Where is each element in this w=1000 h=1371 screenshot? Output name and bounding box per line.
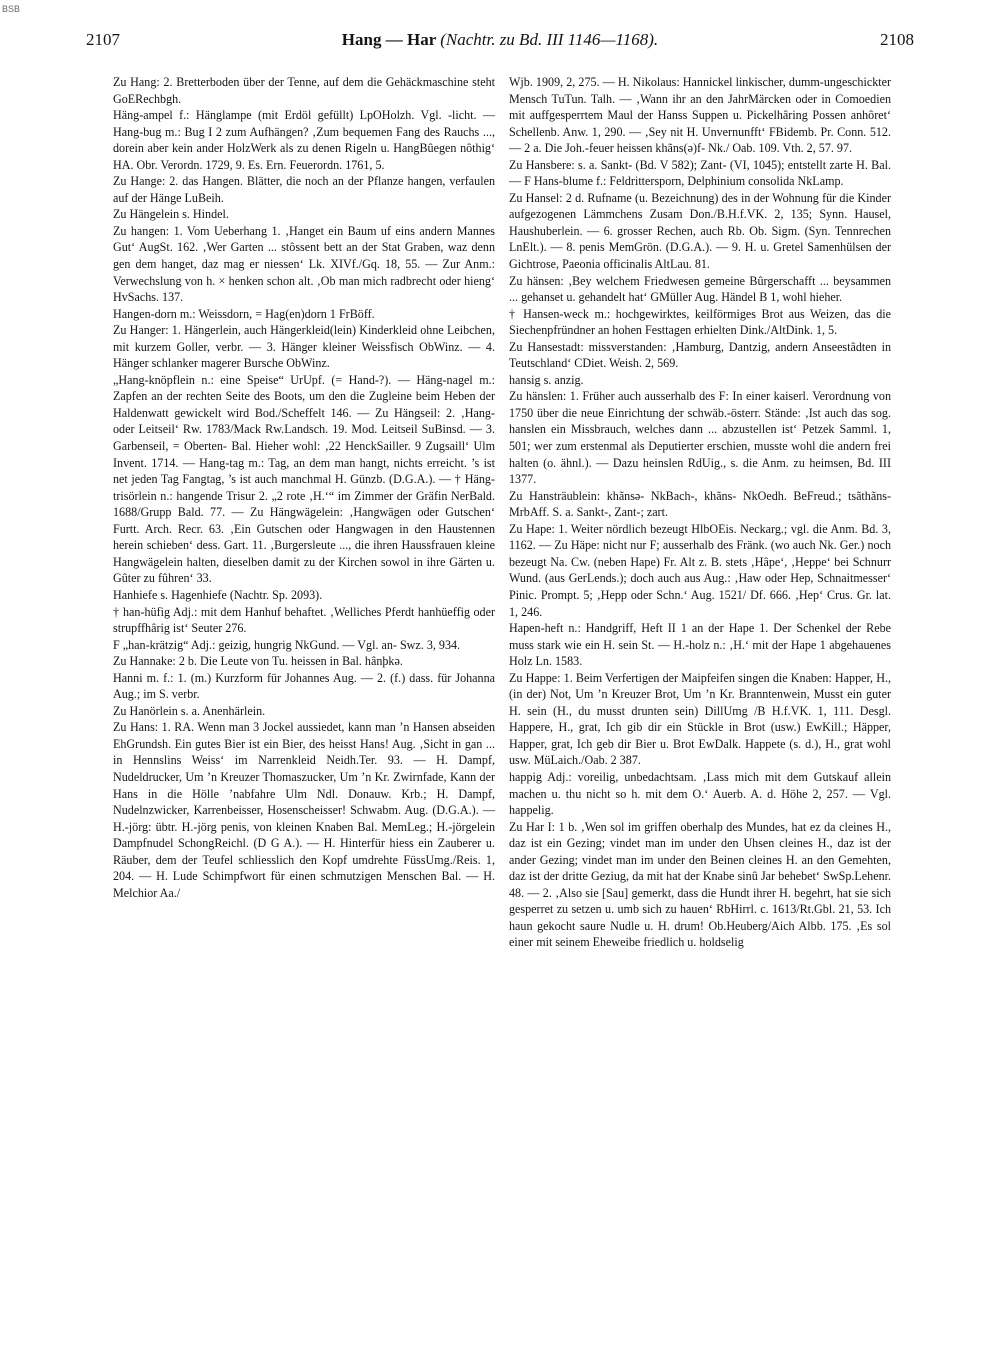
- entry: Zu Har I: 1 b. ‚Wen sol im griffen oberhalp des Mundes, hat ez da cleines H., daz ist ein Gezing; vindet man im under den Uhsen cleines H., daz ist der ander Gezing; vindet man im under den Beinen cleines H. an den Gemehten, daz ist der dritte Geziug, da mit hat der Knabe sinû Jar behebet‘ SwSp.Lehenr. 48. — 2. ‚Also sie [Sau] gemerkt, dass die Hundt ihrer H. begehrt, hat sie sich gesperret zu setzen u. umb sich zu hauen‘ RbHirrl. c. 1613/Rt.Gbl. 21, 53. Ich haun gekocht saure Nudle u. H. drum! Ob.Heuberg/Aich Albb. 175. ‚Es sol einer mit seinem Eheweibe friedlich u. holdselig: [509, 819, 891, 950]
- entry: Zu Hange: 2. das Hangen. Blätter, die noch an der Pflanze hangen, verfaulen auf der Hänge LuBeih.: [113, 174, 495, 205]
- entry: Wjb. 1909, 2, 275. — H. Nikolaus: Hannickel linkischer, dumm-ungeschickter Mensch TuTun. Talh. — ‚Wann ihr an den JahrMärcken oder in Comoedien mit auffgesperrtem Maul der Hanss Suppen u. Pickelhâring Possen anhôret‘ Schellenb. Anw. 1, 290. — ‚Sey nit H. Unvernunfft‘ FBidemb. Pr. Conn. 512. — 2 a. Die Joh.-feuer heissen khãns(ə)f- Nk./ Oab. 109. Vth. 2, 57. 97.: [509, 75, 891, 156]
- entry: Zu Hang: 2. Bretterboden über der Tenne, auf dem die Gehäckmaschine steht GoERechbgh.: [113, 75, 495, 106]
- entry: Hangen-dorn m.: Weissdorn, = Hag(en)dorn 1 FrBöff.: [113, 306, 375, 321]
- entry: Zu Hansestadt: missverstanden: ‚Hamburg, Dantzig, andern Anseestâdten in Teutschland‘ CDiet. Weish. 2, 569.: [509, 339, 891, 371]
- entry: Häng-ampel f.: Hänglampe (mit Erdöl gefüllt) LpOHolzh. Vgl. -licht. — Hang-bug m.: Bug I 2 zum Aufhängen? ‚Zum bequemen Fang des Rauchs ..., dorein aber kein ander HolzWerk als zu denen Rigeln u. HangBûegen nôthig‘ HA. Obr. Verordn. 1729, 9. Es. Ern. Feuerordn. 1761, 5.: [113, 108, 495, 172]
- entry: hansig s. anzig.: [509, 372, 584, 387]
- entry: Zu Hannake: 2 b. Die Leute von Tu. heissen in Bal. hânþkə.: [113, 654, 403, 669]
- entry: † Hansen-weck m.: hochgewirktes, keilförmiges Brot aus Weizen, das die Siechenpfründner an hohen Festtagen erhielten Dink./AltDink. 1, 5.: [509, 306, 891, 338]
- entry: Hanni m. f.: 1. (m.) Kurzform für Johannes Aug. — 2. (f.) dass. für Johanna Aug.; im S. verbr.: [113, 670, 495, 702]
- entry: Zu Hans: 1. RA. Wenn man 3 Jockel aussiedet, kann man ’n Hansen abseiden EhGrundsh. Ein gutes Bier ist ein Bier, des heisst Hans! Aug. ‚Sicht in gan ... in Hennslins Weiss‘ im Narrenkleid Neidh.Ter. 93. — H. Dampf, Nudeldrucker, Um ’n Kreuzer Thomaszucker, Um ’n Kr. Zwirnfade, Kann der Hans in die Hölle ’nabfahre Ulm Ndl. Donauw. Krb.; H. Dampf, Nudelnzwicker, Karrenbeisser, Hosenscheisser! Schwabm. Aug. (D.G.A.). — H.-jörg: übtr. H.-jörg penis, von kleinen Knaben Bal. MemLeg.; H.-jörgelein Dampfnudel SchongReichl. (D G A.). — H. Hinterfür hiess ein Zauberer u. Räuber, dem der Teufel schliesslich den Kopf umdrehte FüssUmg./Reis. 1, 204. — H. Lude Schimpfwort für einen schmutzigen Menschen Bal. — H. Melchior Aa./: [113, 720, 495, 900]
- entry: Zu hangen: 1. Vom Ueberhang 1. ‚Hanget ein Baum uf eins andern Mannes Gut‘ AugSt. 162. ‚Wer Garten ... stôssent bett an der Stat Graben, waz denn gen dem hanget, daz mag er niessen‘ Lk. XIVf./Gq. 18, 55. — Zur Anm.: Verwechslung von h. × henken schon alt. ‚Ob man mich radbrecht oder hieng‘ HvSachs. 137.: [113, 223, 495, 305]
- page-number-left: 2107: [86, 30, 120, 49]
- running-title-main: Hang — Har: [341, 30, 436, 49]
- page-number-right: 2108: [880, 30, 914, 49]
- entry: Zu Hansel: 2 d. Rufname (u. Bezeichnung) des in der Wohnung für die Kinder aufgezogenen Lämmchens Zusam Don./B.H.f.VK. 2, 135; Synn. Hausel, Haushuberlein. — 6. grosser Rechen, auch Rb. Ob. Sigm. (Syn. Tennrechen LnElt.). — 8. penis MemGrön. (D.G.A.). — 9. H. u. Gretel Samenhülsen der Gichtrose, Paeonia officinalis AltLau. 81.: [509, 190, 891, 272]
- library-stamp: BSB: [2, 4, 21, 14]
- entry: Zu Happe: 1. Beim Verfertigen der Maipfeifen singen die Knaben: Happer, H., (in der) Not, Um ’n Kreuzer Brot, Um ’n Kr. Branntenwein, Musst ein guter H. sein (H., du musst drunten sein) DillUmg /B H.f.VK. 1, 111. Desgl. Happere, H., grat, Ich gib dir ein Stückle in Brot (usw.) EwKill.; Häpper, Happer, grat, Ich geb dir Bier u. Brot EwDalk. Happete (s. d.), H., grat wohl usw. MüLaich./Oab. 2 387.: [509, 670, 891, 768]
- entry: Hanhiefe s. Hagenhiefe (Nachtr. Sp. 2093).: [113, 587, 323, 602]
- entry: Zu Hanger: 1. Hängerlein, auch Hängerkleid(lein) Kinderkleid ohne Leibchen, mit kurzem Goller, verbr. — 3. Hänger kleiner Weissfisch ObWinz. — 4. Hänger schlanker magerer Bursche ObWinz.: [113, 323, 495, 371]
- entry: F „han-krätzig“ Adj.: geizig, hungrig NkGund. — Vgl. an- Swz. 3, 934.: [113, 637, 461, 652]
- entry: Zu Hansbere: s. a. Sankt- (Bd. V 582); Zant- (VI, 1045); entstellt zarte H. Bal. — F Hans-blume f.: Feldrittersporn, Delphinium consolida NkLamp.: [509, 157, 891, 189]
- page-header: [86, 30, 914, 52]
- entry: Zu hänsen: ‚Bey welchem Friedwesen gemeine Bûrgerschafft ... beysammen ... gehanset u. gehandelt hat‘ GMüller Aug. Händel B 1, wohl hieher.: [509, 273, 891, 305]
- entry: „Hang-knöpflein n.: eine Speise“ UrUpf. (= Hand-?). — Häng-nagel m.: Zapfen an der rechten Seite des Boots, um den die Zugleine beim Heben der Haldenwatt gewickelt wird Bod./Scheffelt 146. — Zu Hängseil: 2. ‚Hang- oder Leitseil‘ Rw. 1783/Mack Rw.Landsch. 19. Mod. Leitseil SuBinsd. — 3. Garbenseil, = Oberten- Bal. Hieher wohl: ‚22 HenckSailler. 9 Zugsaill‘ Ulm Invent. 1714. — Hang-tag m.: Tag, an dem man hangt, nichts erreicht. ’s ist net jeden Tag Fangtag, ’s ist auch manchmal H. Günzb. (D.G.A.). — † Häng-trisörlein n.: hangende Trisur 2. „2 rote ‚H.‘“ im Zimmer der Gräfin NerBald. 1688/Grupp Bald. 77. — Zu Hängwägelein: ‚Hangwägen oder Gutschen‘ Furtt. Arch. Recr. 63. ‚Ein Gutschen oder Hangwagen in den Haustennen herein schieben‘ dess. Gart. 11. ‚Burgersleute ..., die ihren Haussfrauen kleine Hangwägelein halten, dieselben damit zu der Kirchen sowol in ihre Gärten u. Gûter zu fûhren‘ 33.: [113, 372, 495, 586]
- entry: Hapen-heft n.: Handgriff, Heft II 1 an der Hape 1. Der Schenkel der Rebe muss stark wie ein H. sein St. — H.-holz n.: ‚H.‘ mit der Hape 1 abgehauenes Holz Ln. 1583.: [509, 621, 891, 669]
- entry: Zu Hansträublein: khãnsə- NkBach-, khãns- NkOedh. BeFreud.; tsãthãns- MrbAff. S. a. Sankt-, Zant-; zart.: [509, 488, 891, 520]
- column-right: [509, 74, 891, 951]
- entry: happig Adj.: voreilig, unbedachtsam. ‚Lass mich mit dem Gutskauf allein machen u. thu nicht so h. mit dem O.‘ Auerb. A. d. Höhe 2, 257. — Vgl. happelig.: [509, 769, 891, 818]
- entry: Zu Hanörlein s. a. Anenhärlein.: [113, 703, 266, 718]
- entry: † han-hüfig Adj.: mit dem Hanhuf behaftet. ‚Welliches Pferdt hanhüeffig oder strupffhârig ist‘ Seuter 276.: [113, 604, 495, 636]
- entry: Zu Hape: 1. Weiter nördlich bezeugt HlbOEis. Neckarg.; vgl. die Anm. Bd. 3, 1162. — Zu Häpe: nicht nur F; ausserhalb des Fränk. (wo auch Nk. Ger.) noch bezeugt Na. Cw. (neben Hape) Fr. Alt z. B. stets ‚Hâpe‘, ‚Heppe‘ bei Schnurr Wund. (aus GerLends.); doch auch aus Aug.: ‚Haw oder Hep, Schnaitmesser‘ Pinic. Prompt. 5; ‚Hepp oder Schn.‘ Aug. 1521/ Df. 666. ‚Hep‘ Crus. Gr. lat. 1, 246.: [509, 521, 891, 619]
- entry: Zu hänslen: 1. Früher auch ausserhalb des F: In einer kaiserl. Verordnung von 1750 über die neue Einrichtung der schwäb.-österr. Stände: ‚Ist auch das sog. hanslen ein Missbrauch, welches dann ... abzustellen ist‘ Petzek Samml. 1, 501; wer zum erstenmal als Deputierter erschien, musste wohl die andern frei halten (o. ähnl.). — Dazu heinslen RdUig., s. die Anm. zu heimsen, Bd. III 1377.: [509, 389, 891, 487]
- entry: Zu Hängelein s. Hindel.: [113, 207, 229, 222]
- running-title: [86, 30, 914, 50]
- column-left: [113, 74, 495, 901]
- running-title-sub: (Nachtr. zu Bd. III 1146—1168).: [440, 30, 659, 49]
